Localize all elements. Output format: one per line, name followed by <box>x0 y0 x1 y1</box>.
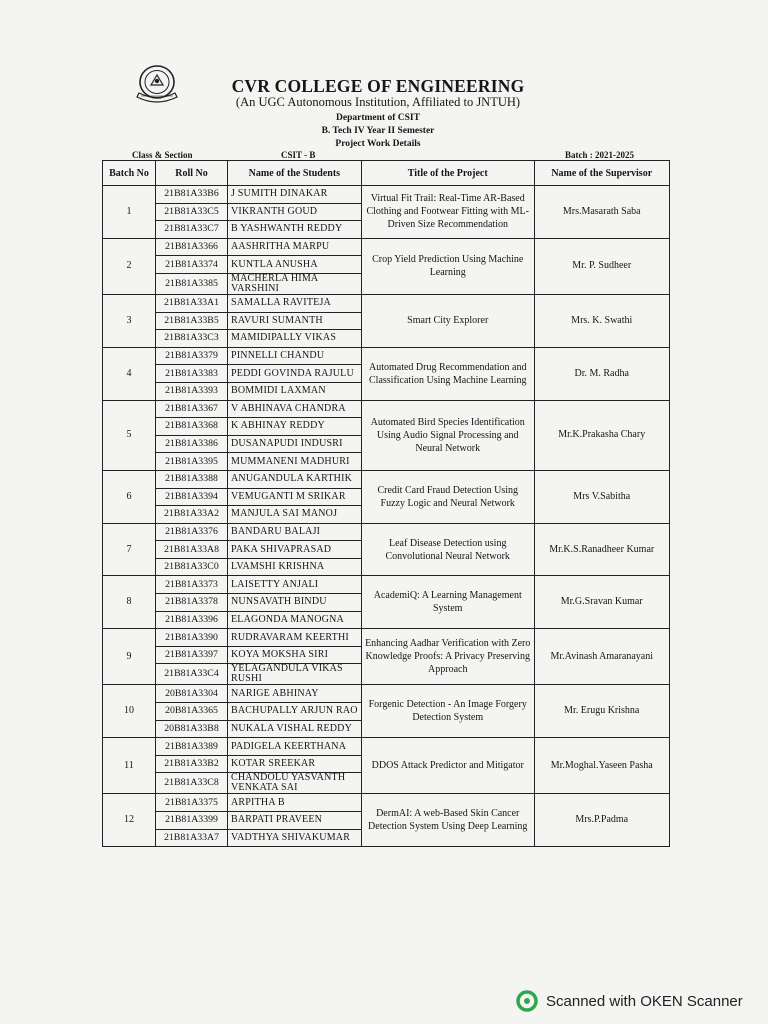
project-title: Enhancing Aadhar Verification with Zero Knowledge Proofs: A Privacy Preserving Approach <box>361 629 534 685</box>
project-work-table <box>102 160 670 847</box>
student-name: RUDRAVARAM KEERTHI <box>228 629 362 647</box>
student-name: MUMMANENI MADHURI <box>228 453 362 471</box>
batch-number: 9 <box>103 629 156 685</box>
college-seal-logo <box>131 63 183 107</box>
project-title: Automated Drug Recommendation and Classification Using Machine Learning <box>361 347 534 400</box>
student-name: NUKALA VISHAL REDDY <box>228 720 362 738</box>
table-row <box>103 186 670 204</box>
student-name: ANUGANDULA KARTHIK <box>228 470 362 488</box>
col-header-supervisor: Name of the Supervisor <box>534 161 669 186</box>
table-row <box>103 470 670 488</box>
roll-number: 21B81A33C0 <box>156 558 228 576</box>
document-title: Project Work Details <box>335 139 421 149</box>
table-row <box>103 685 670 703</box>
student-name: PEDDI GOVINDA RAJULU <box>228 365 362 383</box>
student-name: V ABHINAVA CHANDRA <box>228 400 362 418</box>
roll-number: 21B81A3399 <box>156 812 228 830</box>
roll-number: 21B81A3393 <box>156 382 228 400</box>
roll-number: 21B81A3397 <box>156 646 228 664</box>
student-name: YELAGANDULA VIKAS RUSHI <box>228 664 362 685</box>
student-name: KOYA MOKSHA SIRI <box>228 646 362 664</box>
student-name: J SUMITH DINAKAR <box>228 186 362 204</box>
student-name: LVAMSHI KRISHNA <box>228 558 362 576</box>
batch-number: 11 <box>103 738 156 794</box>
batch-number: 12 <box>103 794 156 847</box>
roll-number: 21B81A33B6 <box>156 186 228 204</box>
roll-number: 21B81A33B2 <box>156 755 228 773</box>
roll-number: 21B81A33C4 <box>156 664 228 685</box>
roll-number: 21B81A3390 <box>156 629 228 647</box>
table-row <box>103 294 670 312</box>
student-name: CHANDOLU YASVANTH VENKATA SAI <box>228 773 362 794</box>
project-title: Automated Bird Species Identification Using Audio Signal Processing and Neural Network <box>361 400 534 470</box>
department-line: Department of CSIT <box>336 113 420 123</box>
student-name: BACHUPALLY ARJUN RAO <box>228 703 362 721</box>
batch-number: 6 <box>103 470 156 523</box>
scanner-watermark <box>516 990 743 1012</box>
supervisor-name: Mrs. K. Swathi <box>534 294 669 347</box>
table-row <box>103 576 670 594</box>
roll-number: 21B81A3375 <box>156 794 228 812</box>
batch-number: 2 <box>103 238 156 294</box>
roll-number: 21B81A3373 <box>156 576 228 594</box>
student-name: DUSANAPUDI INDUSRI <box>228 435 362 453</box>
roll-number: 21B81A33C8 <box>156 773 228 794</box>
student-name: KOTAR SREEKAR <box>228 755 362 773</box>
table-header-row <box>103 161 670 186</box>
roll-number: 21B81A33A7 <box>156 829 228 847</box>
batch-number: 8 <box>103 576 156 629</box>
scanner-logo-icon <box>516 990 538 1012</box>
table-row <box>103 794 670 812</box>
batch-number: 5 <box>103 400 156 470</box>
student-name: LAISETTY ANJALI <box>228 576 362 594</box>
project-title: Virtual Fit Trail: Real-Time AR-Based Clothing and Footwear Fitting with ML-Driven Size Recommendation <box>361 186 534 239</box>
roll-number: 21B81A33C5 <box>156 203 228 221</box>
supervisor-name: Mr.K.Prakasha Chary <box>534 400 669 470</box>
roll-number: 21B81A3366 <box>156 238 228 256</box>
student-name: RAVURI SUMANTH <box>228 312 362 330</box>
roll-number: 21B81A3379 <box>156 347 228 365</box>
roll-number: 21B81A3388 <box>156 470 228 488</box>
student-name: VADTHYA SHIVAKUMAR <box>228 829 362 847</box>
supervisor-name: Mrs V.Sabitha <box>534 470 669 523</box>
section-value: CSIT - B <box>281 150 316 160</box>
project-title: Leaf Disease Detection using Convolutional Neural Network <box>361 523 534 576</box>
supervisor-name: Mr.Moghal.Yaseen Pasha <box>534 738 669 794</box>
batch-number: 3 <box>103 294 156 347</box>
roll-number: 21B81A3385 <box>156 273 228 294</box>
student-name: MAMIDIPALLY VIKAS <box>228 330 362 348</box>
supervisor-name: Mr. Erugu Krishna <box>534 685 669 738</box>
roll-number: 20B81A3304 <box>156 685 228 703</box>
roll-number: 21B81A3367 <box>156 400 228 418</box>
student-name: K ABHINAY REDDY <box>228 418 362 436</box>
student-name: VIKRANTH GOUD <box>228 203 362 221</box>
project-title: DDOS Attack Predictor and Mitigator <box>361 738 534 794</box>
student-name: ELAGONDA MANOGNA <box>228 611 362 629</box>
student-name: NUNSAVATH BINDU <box>228 594 362 612</box>
student-name: BANDARU BALAJI <box>228 523 362 541</box>
roll-number: 21B81A33B5 <box>156 312 228 330</box>
table-body <box>103 186 670 847</box>
project-title: Credit Card Fraud Detection Using Fuzzy Logic and Neural Network <box>361 470 534 523</box>
student-name: MANJULA SAI MANOJ <box>228 506 362 524</box>
table-row <box>103 738 670 756</box>
col-header-students: Name of the Students <box>228 161 362 186</box>
roll-number: 20B81A3365 <box>156 703 228 721</box>
project-title: Forgenic Detection - An Image Forgery Detection System <box>361 685 534 738</box>
batch-number: 1 <box>103 186 156 239</box>
roll-number: 21B81A3386 <box>156 435 228 453</box>
col-header-roll: Roll No <box>156 161 228 186</box>
supervisor-name: Mrs.Masarath Saba <box>534 186 669 239</box>
col-header-title: Title of the Project <box>361 161 534 186</box>
roll-number: 21B81A33C3 <box>156 330 228 348</box>
roll-number: 21B81A3396 <box>156 611 228 629</box>
student-name: AASHRITHA MARPU <box>228 238 362 256</box>
supervisor-name: Mr. P. Sudheer <box>534 238 669 294</box>
roll-number: 21B81A33A1 <box>156 294 228 312</box>
batch-number: 10 <box>103 685 156 738</box>
roll-number: 21B81A3383 <box>156 365 228 383</box>
student-name: PADIGELA KEERTHANA <box>228 738 362 756</box>
roll-number: 21B81A3376 <box>156 523 228 541</box>
roll-number: 21B81A3389 <box>156 738 228 756</box>
col-header-batch: Batch No <box>103 161 156 186</box>
supervisor-name: Mrs.P.Padma <box>534 794 669 847</box>
batch-number: 4 <box>103 347 156 400</box>
affiliation-line: (An UGC Autonomous Institution, Affiliated to JNTUH) <box>235 95 521 109</box>
supervisor-name: Mr.K.S.Ranadheer Kumar <box>534 523 669 576</box>
roll-number: 21B81A3374 <box>156 256 228 274</box>
supervisor-name: Dr. M. Radha <box>534 347 669 400</box>
table-row <box>103 238 670 256</box>
project-title: AcademiQ: A Learning Management System <box>361 576 534 629</box>
table-row <box>103 400 670 418</box>
scanner-text: Scanned with OKEN Scanner <box>546 992 743 1010</box>
table-row <box>103 523 670 541</box>
batch-year: Batch : 2021-2025 <box>565 150 634 160</box>
student-name: ARPITHA B <box>228 794 362 812</box>
roll-number: 21B81A33A8 <box>156 541 228 559</box>
student-name: VEMUGANTI M SRIKAR <box>228 488 362 506</box>
supervisor-name: Mr.Avinash Amaranayani <box>534 629 669 685</box>
semester-line: B. Tech IV Year II Semester <box>321 126 435 136</box>
batch-number: 7 <box>103 523 156 576</box>
class-section-label: Class & Section <box>132 150 193 160</box>
table-row <box>103 347 670 365</box>
student-name: SAMALLA RAVITEJA <box>228 294 362 312</box>
project-title: Crop Yield Prediction Using Machine Learning <box>361 238 534 294</box>
table-row <box>103 629 670 647</box>
student-name: KUNTLA ANUSHA <box>228 256 362 274</box>
roll-number: 21B81A33C7 <box>156 221 228 239</box>
roll-number: 21B81A33A2 <box>156 506 228 524</box>
college-name: CVR COLLEGE OF ENGINEERING <box>231 76 525 96</box>
roll-number: 21B81A3368 <box>156 418 228 436</box>
student-name: PAKA SHIVAPRASAD <box>228 541 362 559</box>
project-title: DermAI: A web-Based Skin Cancer Detection System Using Deep Learning <box>361 794 534 847</box>
supervisor-name: Mr.G.Sravan Kumar <box>534 576 669 629</box>
student-name: PINNELLI CHANDU <box>228 347 362 365</box>
roll-number: 20B81A33B8 <box>156 720 228 738</box>
roll-number: 21B81A3395 <box>156 453 228 471</box>
project-title: Smart City Explorer <box>361 294 534 347</box>
student-name: BARPATI PRAVEEN <box>228 812 362 830</box>
roll-number: 21B81A3378 <box>156 594 228 612</box>
student-name: MACHERLA HIMA VARSHINI <box>228 273 362 294</box>
student-name: NARIGE ABHINAY <box>228 685 362 703</box>
student-name: BOMMIDI LAXMAN <box>228 382 362 400</box>
student-name: B YASHWANTH REDDY <box>228 221 362 239</box>
roll-number: 21B81A3394 <box>156 488 228 506</box>
